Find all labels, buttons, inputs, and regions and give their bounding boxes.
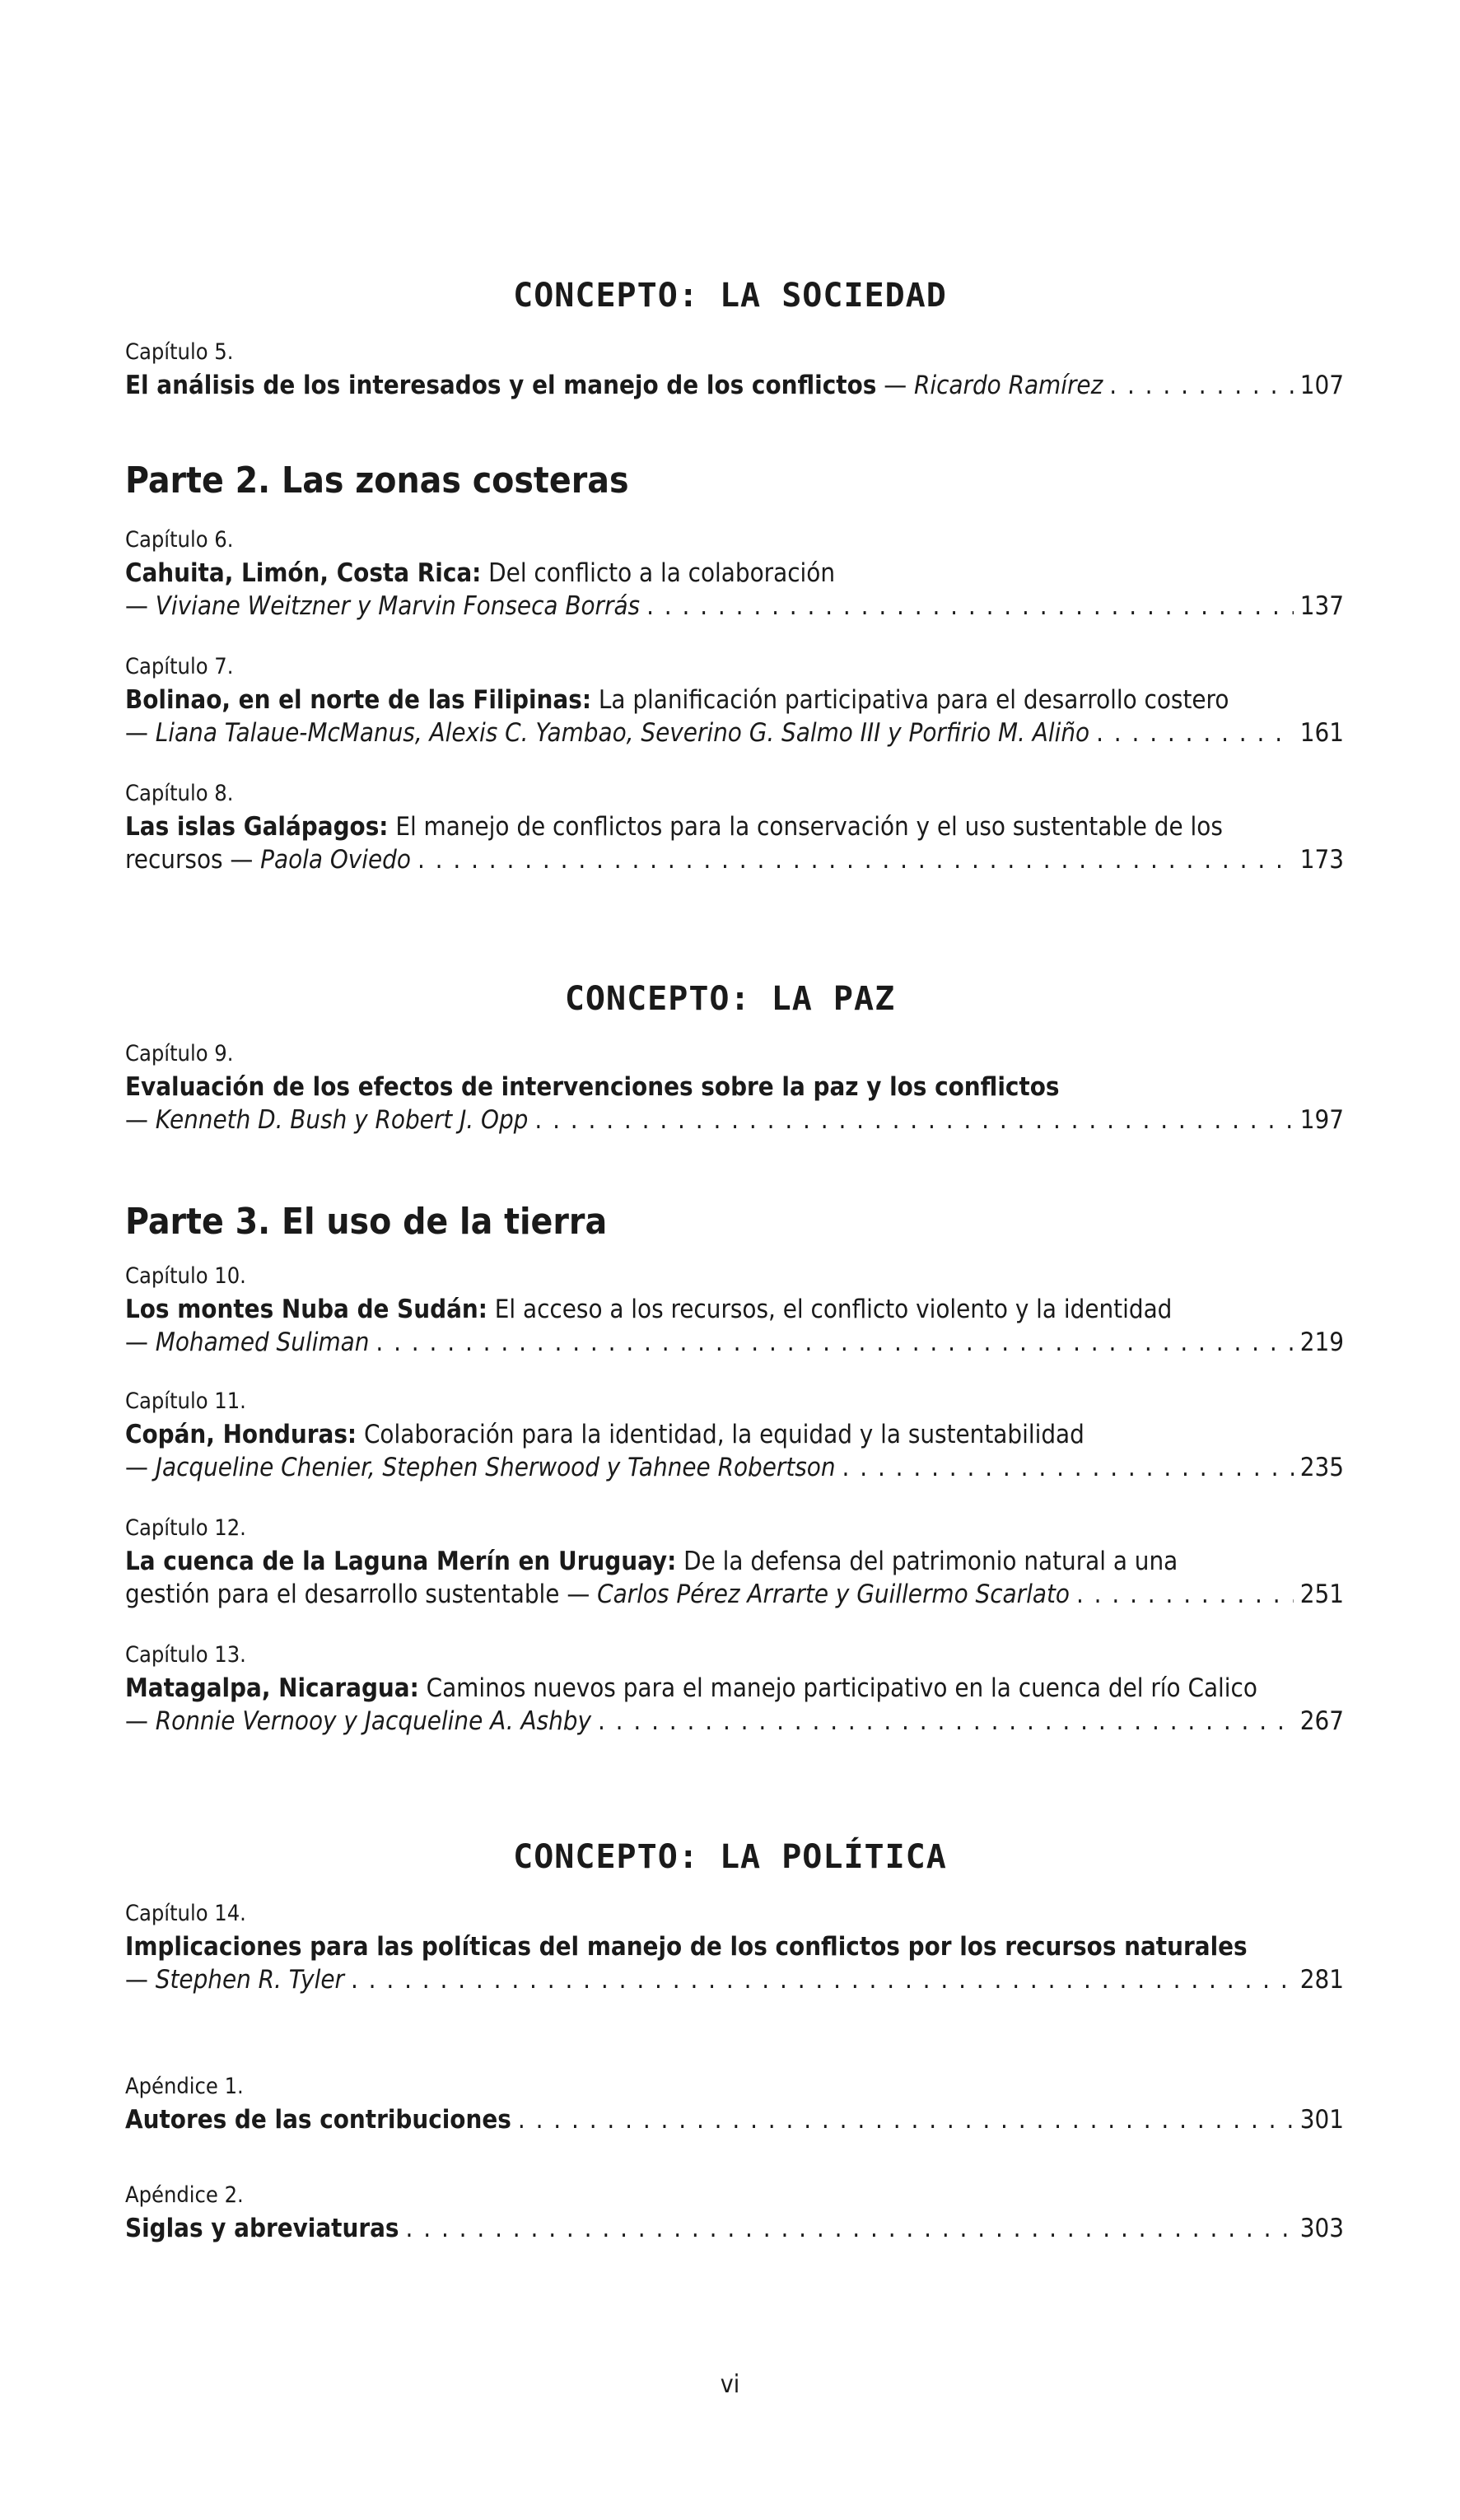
chapter-title: Cahuita, Limón, Costa Rica: <box>125 558 482 588</box>
toc-entry-chapter-11: Capítulo 11. Copán, Honduras: Colaboración para la identidad, la equidad y la sustentabilidad — Jacqueline Chenier, Stephen Sherwood y Tahnee Robertson . . . 235 <box>125 1385 1344 1484</box>
chapter-subtitle: Colaboración para la identidad, la equidad y la sustentabilidad <box>357 1420 1085 1449</box>
toc-entry-chapter-7: Capítulo 7. Bolinao, en el norte de las Filipinas: La planificación participativa para el desarrollo costero — Liana Talaue-McManus, Alexis C. Yambao, Severino G. Salmo III y Porfirio M. Aliño . . . 161 <box>125 651 1344 749</box>
chapter-label: Capítulo 11. <box>125 1388 246 1414</box>
chapter-authors: Ricardo Ramírez <box>913 371 1103 400</box>
page-number: 173 <box>1299 845 1344 875</box>
chapter-label: Capítulo 9. <box>125 1041 234 1066</box>
page-number: 161 <box>1299 718 1344 748</box>
chapter-subtitle: El manejo de conflictos para la conservación y el uso sustentable de los <box>388 812 1223 842</box>
chapter-subtitle-cont: recursos <box>125 845 223 875</box>
chapter-authors: Stephen R. Tyler <box>155 1965 344 1995</box>
leader-dots <box>1096 716 1294 749</box>
leader-dots <box>534 1104 1293 1136</box>
page-number: 219 <box>1299 1328 1344 1357</box>
concept-heading-politica: CONCEPTO: LA POLÍTICA <box>513 1838 947 1876</box>
page-number: 301 <box>1299 2105 1344 2135</box>
chapter-title: Matagalpa, Nicaragua: <box>125 1673 419 1703</box>
leader-dots <box>1076 1578 1294 1611</box>
toc-entry-chapter-10: Capítulo 10. Los montes Nuba de Sudán: El acceso a los recursos, el conflicto violento y la identidad — Mohamed Suliman . . . 219 <box>125 1260 1344 1359</box>
page-number: 235 <box>1299 1453 1344 1482</box>
leader-dots <box>842 1451 1294 1484</box>
chapter-authors: Mohamed Suliman <box>155 1328 370 1357</box>
toc-entry-chapter-5: Capítulo 5. El análisis de los interesados y el manejo de los conflictos — Ricardo Ramírez . . . 107 <box>125 336 1344 402</box>
page-number: 107 <box>1299 371 1344 400</box>
chapter-subtitle: El acceso a los recursos, el conflicto violento y la identidad <box>487 1295 1173 1324</box>
concept-heading-paz: CONCEPTO: LA PAZ <box>564 980 896 1018</box>
chapter-title: Bolinao, en el norte de las Filipinas: <box>125 685 591 715</box>
toc-entry-appendix-2 <box>125 2179 1344 2245</box>
chapter-subtitle: La planificación participativa para el desarrollo costero <box>590 685 1229 715</box>
concept-heading-sociedad: CONCEPTO: LA SOCIEDAD <box>513 277 947 315</box>
chapter-authors: Ronnie Vernooy y Jacqueline A. Ashby <box>155 1706 591 1736</box>
chapter-label: Capítulo 5. <box>125 339 234 365</box>
chapter-authors: Jacqueline Chenier, Stephen Sherwood y Tahnee Robertson <box>155 1453 836 1482</box>
chapter-authors: Liana Talaue-McManus, Alexis C. Yambao, Severino G. Salmo III y Porfirio M. Aliño <box>155 718 1090 748</box>
chapter-authors: Paola Oviedo <box>260 845 411 875</box>
chapter-title: Las islas Galápagos: <box>125 812 389 842</box>
appendix-title: Autores de las contribuciones <box>125 2105 511 2135</box>
chapter-title: La cuenca de la Laguna Merín en Uruguay: <box>125 1547 677 1576</box>
toc-entry-chapter-12: Capítulo 12. La cuenca de la Laguna Merín en Uruguay: De la defensa del patrimonio natural a una gestión para el desarrollo sustentable — Carlos Pérez Arrarte y Guillermo Scarlato . . . 251 <box>125 1512 1344 1611</box>
toc-entry-chapter-13: Capítulo 13. Matagalpa, Nicaragua: Caminos nuevos para el manejo participativo en la cuenca del río Calico — Ronnie Vernooy y Jacqueline A. Ashby . . . 267 <box>125 1639 1344 1738</box>
toc-entry-chapter-9: Capítulo 9. Evaluación de los efectos de intervenciones sobre la paz y los conflictos — Kenneth D. Bush y Robert J. Opp . . . 197 <box>125 1038 1344 1136</box>
chapter-subtitle: De la defensa del patrimonio natural a una <box>676 1547 1178 1576</box>
leader-dots <box>351 1963 1294 1996</box>
page-number: 197 <box>1299 1105 1344 1135</box>
chapter-subtitle-cont: gestión para el desarrollo sustentable <box>125 1580 560 1609</box>
leader-dots <box>417 843 1294 876</box>
chapter-label: Capítulo 6. <box>125 527 234 553</box>
appendix-title: Siglas y abreviaturas <box>125 2214 399 2243</box>
chapter-title: Implicaciones para las políticas del manejo de los conflictos por los recursos naturales <box>125 1932 1248 1962</box>
page-number: 251 <box>1299 1580 1344 1609</box>
leader-dots <box>518 2103 1294 2136</box>
chapter-label: Capítulo 8. <box>125 781 234 806</box>
chapter-label: Capítulo 14. <box>125 1901 246 1926</box>
chapter-title: El análisis de los interesados y el manejo de los conflictos <box>125 371 877 400</box>
chapter-title: Evaluación de los efectos de intervenciones sobre la paz y los conflictos <box>125 1072 1060 1102</box>
leader-dots <box>598 1705 1294 1738</box>
chapter-label: Capítulo 13. <box>125 1642 246 1668</box>
leader-dots <box>1109 369 1294 402</box>
leader-dots <box>375 1326 1293 1359</box>
part-heading-3: Parte 3. El uso de la tierra <box>125 1201 608 1243</box>
chapter-label: Capítulo 12. <box>125 1515 246 1541</box>
chapter-label: Capítulo 7. <box>125 654 234 679</box>
chapter-authors: Viviane Weitzner y Marvin Fonseca Borrás <box>155 591 641 621</box>
chapter-title: Copán, Honduras: <box>125 1420 357 1449</box>
chapter-subtitle: Caminos nuevos para el manejo participativo en la cuenca del río Calico <box>418 1673 1257 1703</box>
toc-entry-chapter-8: Capítulo 8. Las islas Galápagos: El manejo de conflictos para la conservación y el uso sustentable de los recursos — Paola Oviedo . . . 173 <box>125 777 1344 876</box>
page-number: 303 <box>1299 2214 1344 2243</box>
page-number: 267 <box>1299 1706 1344 1736</box>
appendix-label: Apéndice 2. <box>125 2182 244 2208</box>
part-heading-2: Parte 2. Las zonas costeras <box>125 460 629 502</box>
chapter-label: Capítulo 10. <box>125 1263 246 1289</box>
chapter-title: Los montes Nuba de Sudán: <box>125 1295 487 1324</box>
page-number: 281 <box>1299 1965 1344 1995</box>
chapter-authors: Carlos Pérez Arrarte y Guillermo Scarlato <box>597 1580 1070 1609</box>
page-number: 137 <box>1299 591 1344 621</box>
appendix-label: Apéndice 1. <box>125 2074 244 2099</box>
toc-entry-chapter-14: Capítulo 14. Implicaciones para las políticas del manejo de los conflictos por los recursos naturales — Stephen R. Tyler . . . 281 <box>125 1897 1344 1996</box>
chapter-subtitle: Del conflicto a la colaboración <box>481 558 836 588</box>
toc-entry-chapter-6: Capítulo 6. Cahuita, Limón, Costa Rica: Del conflicto a la colaboración — Viviane Weitzner y Marvin Fonseca Borrás . . . 137 <box>125 524 1344 623</box>
leader-dots <box>406 2212 1294 2245</box>
page-folio: vi <box>720 2370 740 2399</box>
toc-entry-appendix-1 <box>125 2070 1344 2136</box>
leader-dots <box>646 590 1294 623</box>
chapter-authors: Kenneth D. Bush y Robert J. Opp <box>155 1105 529 1135</box>
